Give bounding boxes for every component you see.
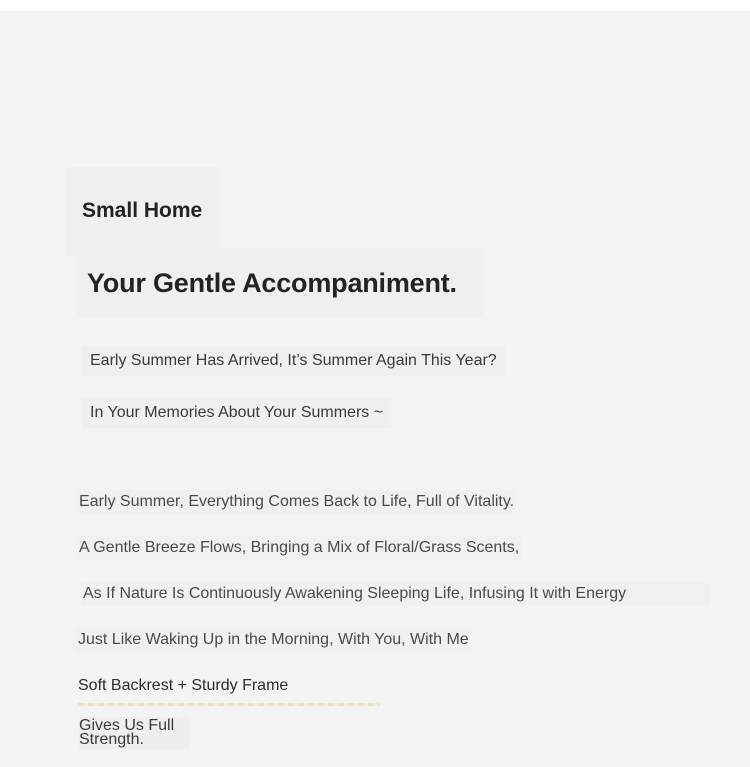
body-line: Just Like Waking Up in the Morning, With You, With Me [76,628,471,652]
feature-title: Soft Backrest + Sturdy Frame [78,677,289,694]
intro-line: In Your Memories About Your Summers ~ [82,398,391,428]
feature-divider [78,703,380,706]
feature-subtitle: Gives Us Full Strength. [79,717,189,749]
intro-line: Early Summer Has Arrived, It’s Summer Again This Year? [82,346,505,376]
page-background [0,11,750,767]
body-line: As If Nature Is Continuously Awakening Sleeping Life, Infusing It with Energy [81,582,710,606]
page-headline: Your Gentle Accompaniment. [77,248,483,318]
brand-title: Small Home [67,167,219,255]
body-line: A Gentle Breeze Flows, Bringing a Mix of Floral/Grass Scents, [77,536,521,560]
body-line: Early Summer, Everything Comes Back to Life, Full of Vitality. [77,490,516,514]
